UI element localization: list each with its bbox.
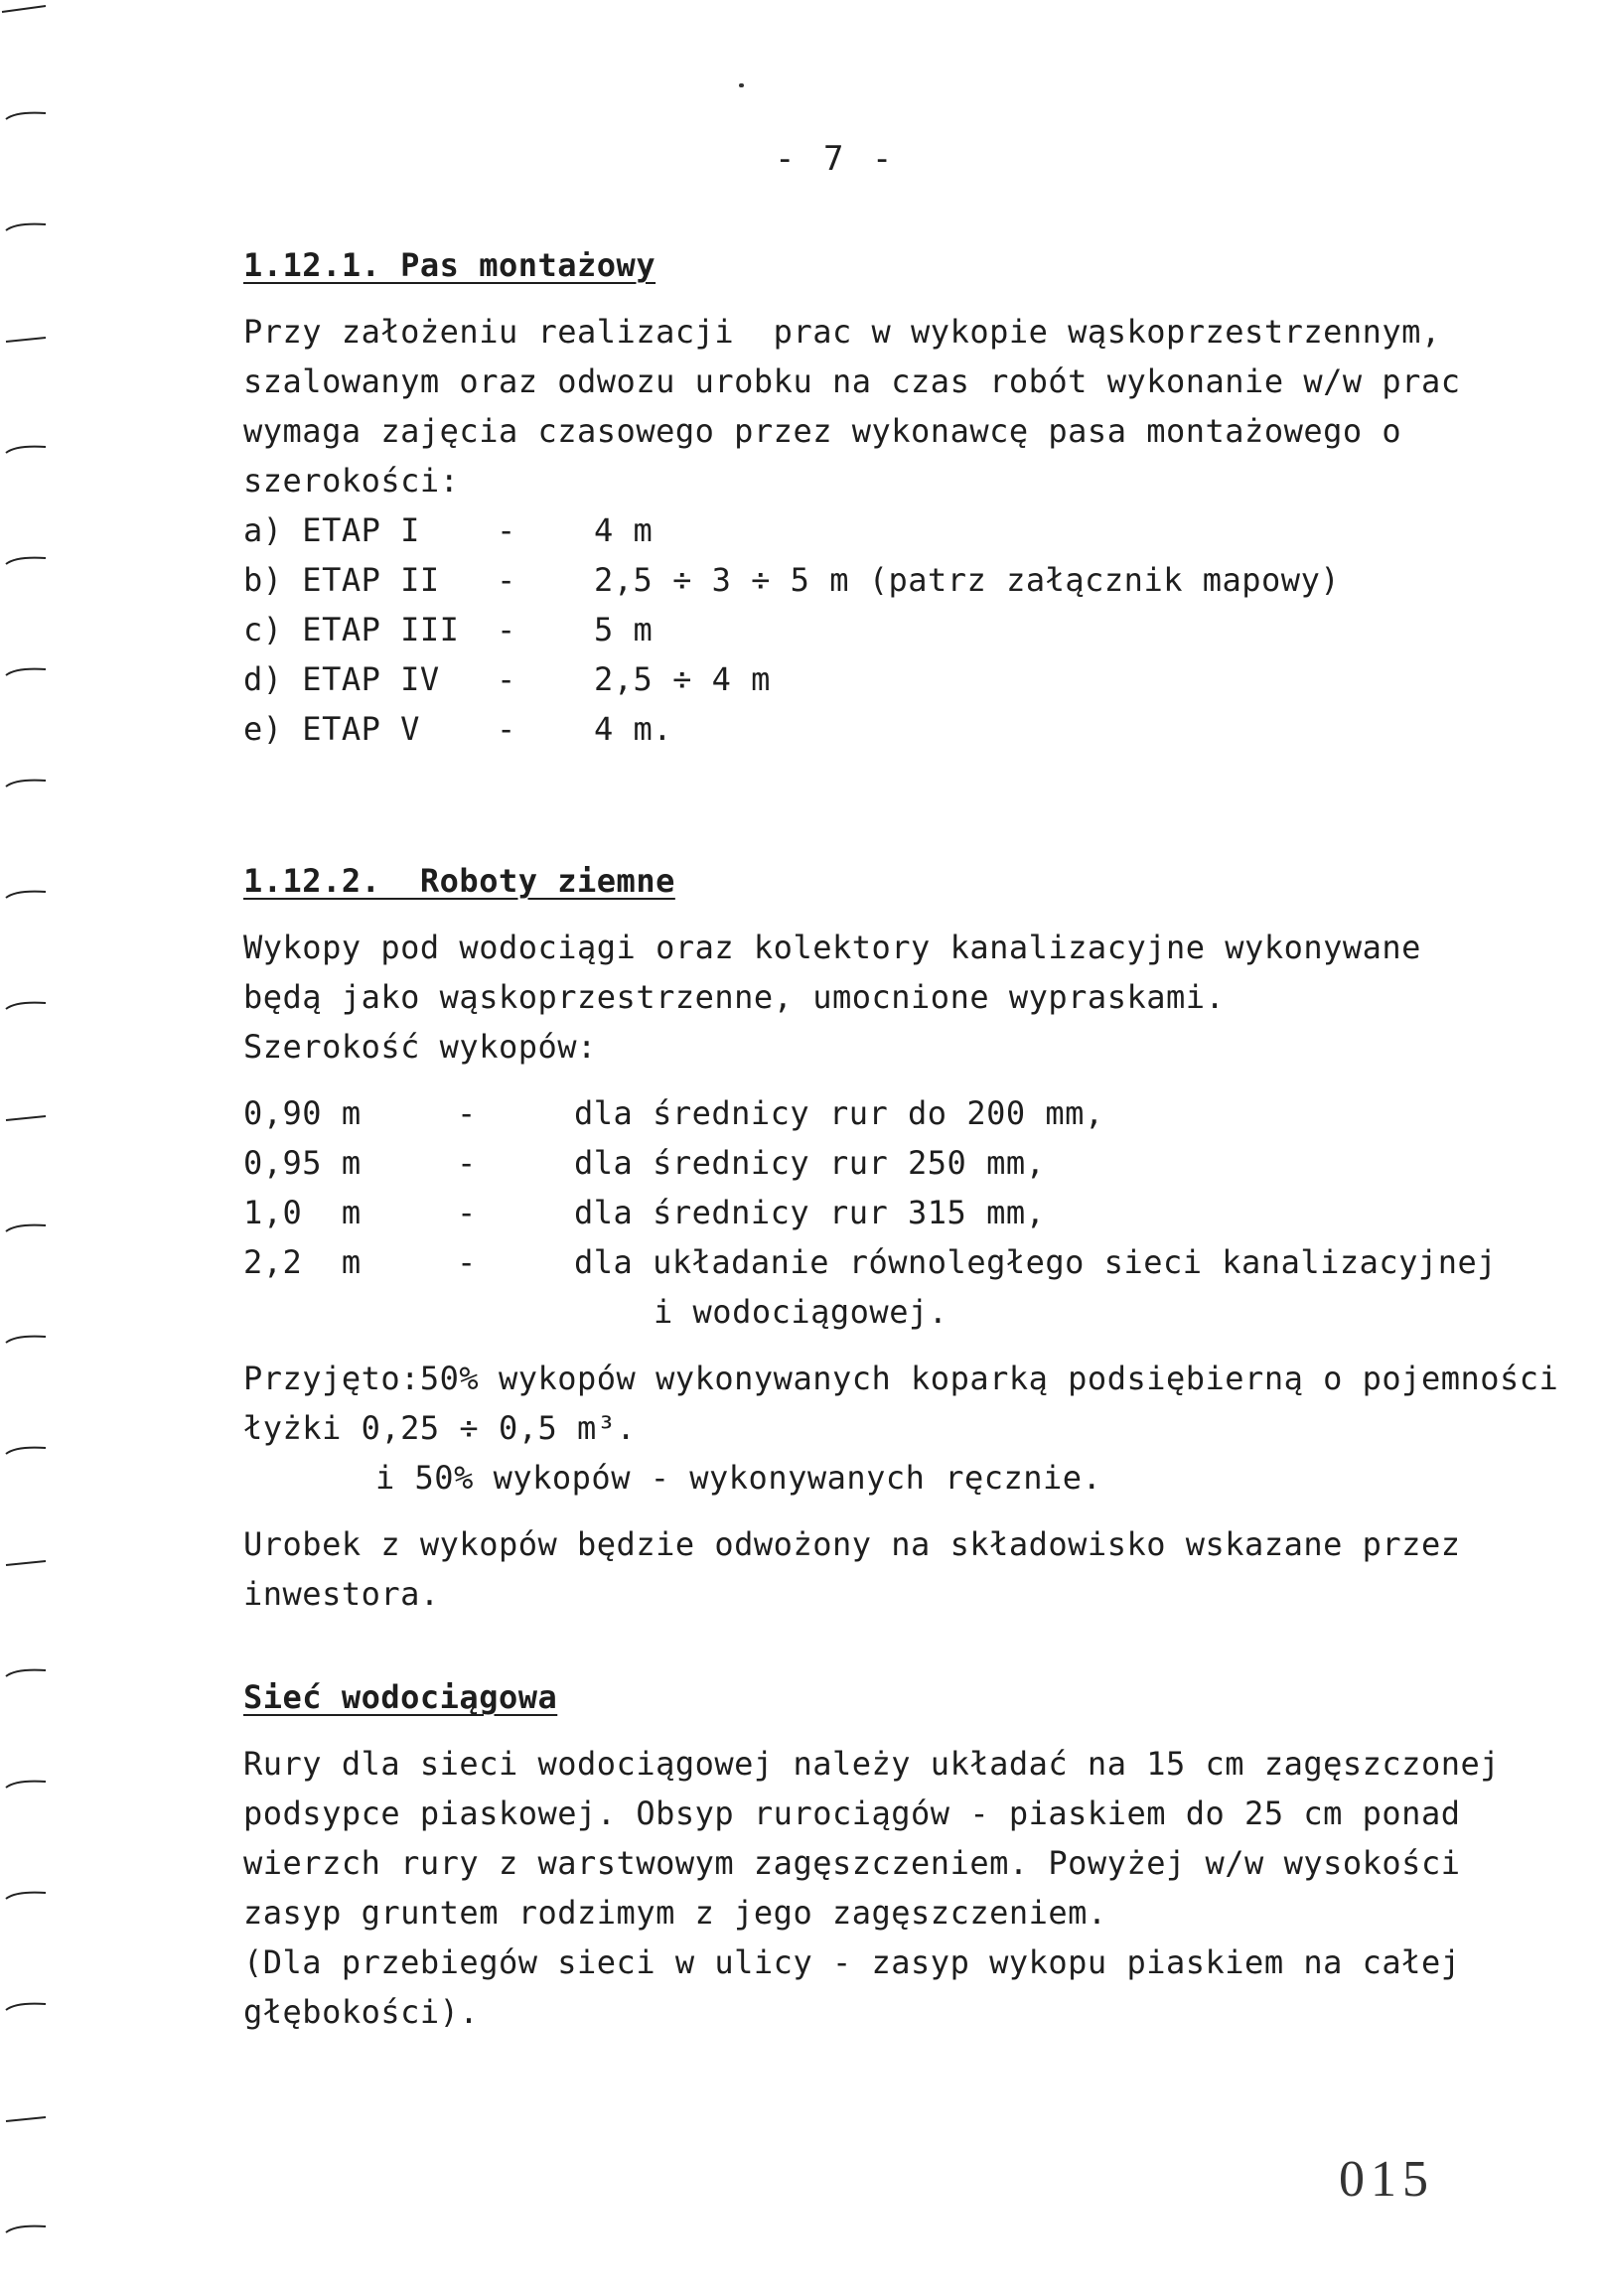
paragraph-line: Urobek z wykopów będzie odwożony na składowisko wskazane przez xyxy=(243,1525,1461,1563)
binding-mark xyxy=(0,1778,48,1792)
paragraph-line: Rury dla sieci wodociągowej należy układać na 15 cm zagęszczonej xyxy=(243,1745,1500,1783)
width-description: dla średnicy rur 250 mm, xyxy=(574,1144,1046,1182)
paragraph-line: wymaga zajęcia czasowego przez wykonawcę pasa montażowego o xyxy=(243,412,1402,450)
paragraph-line: inwestora. xyxy=(243,1575,440,1613)
binding-mark xyxy=(0,554,48,568)
paragraph-line: zasyp gruntem rodzimym z jego zagęszczeniem. xyxy=(243,1894,1107,1932)
binding-mark xyxy=(0,1110,48,1124)
etap-label: b) ETAP II xyxy=(243,561,440,599)
etap-dash: - xyxy=(497,660,516,698)
etap-value: 2,5 ÷ 4 m xyxy=(594,660,771,698)
etap-label: c) ETAP III xyxy=(243,611,460,648)
width-value: 0,95 m xyxy=(243,1144,362,1182)
paragraph-line: będą jako wąskoprzestrzenne, umocnione wypraskami. xyxy=(243,978,1226,1016)
binding-mark xyxy=(0,1889,48,1903)
section-heading-siec-wodociagowa: Sieć wodociągowa xyxy=(243,1678,558,1716)
paragraph-line: i 50% wykopów - wykonywanych ręcznie. xyxy=(375,1459,1102,1497)
width-description-continued: i wodociągowej. xyxy=(654,1293,948,1331)
etap-value: 4 m xyxy=(594,511,654,549)
paragraph-line: szerokości: xyxy=(243,462,460,500)
width-dash: - xyxy=(457,1243,477,1281)
binding-mark xyxy=(0,888,48,902)
width-value: 2,2 m xyxy=(243,1243,362,1281)
binding-mark xyxy=(0,1221,48,1235)
etap-label: a) ETAP I xyxy=(243,511,420,549)
binding-mark xyxy=(0,2223,48,2236)
paragraph-line: Szerokość wykopów: xyxy=(243,1028,597,1066)
etap-label: d) ETAP IV xyxy=(243,660,440,698)
etap-dash: - xyxy=(497,561,516,599)
paragraph-line: Wykopy pod wodociągi oraz kolektory kanalizacyjne wykonywane xyxy=(243,929,1421,966)
paragraph-line: szalowanym oraz odwozu urobku na czas robót wykonanie w/w prac xyxy=(243,362,1461,400)
etap-value: 4 m. xyxy=(594,710,673,748)
binding-mark xyxy=(0,2,48,16)
etap-value: 2,5 ÷ 3 ÷ 5 m (patrz załącznik mapowy) xyxy=(594,561,1341,599)
etap-value: 5 m xyxy=(594,611,654,648)
binding-mark xyxy=(0,999,48,1013)
etap-dash: - xyxy=(497,710,516,748)
page-number: - 7 - xyxy=(775,139,897,179)
paragraph-line: wierzch rury z warstwowym zagęszczeniem. Powyżej w/w wysokości xyxy=(243,1844,1461,1882)
binding-mark xyxy=(0,2111,48,2125)
binding-mark xyxy=(0,1666,48,1680)
etap-label: e) ETAP V xyxy=(243,710,420,748)
width-dash: - xyxy=(457,1094,477,1132)
binding-mark xyxy=(0,109,48,123)
binding-mark xyxy=(0,2000,48,2014)
binding-mark xyxy=(0,665,48,679)
width-value: 0,90 m xyxy=(243,1094,362,1132)
binding-mark xyxy=(0,220,48,234)
paragraph-line: (Dla przebiegów sieci w ulicy - zasyp wykopu piaskiem na całej xyxy=(243,1943,1461,1981)
paragraph-line: Przyjęto:50% wykopów wykonywanych koparką podsiębierną o pojemności xyxy=(243,1360,1559,1397)
width-description: dla układanie równoległego sieci kanalizacyjnej xyxy=(574,1243,1497,1281)
binding-mark xyxy=(0,1444,48,1458)
width-description: dla średnicy rur 315 mm, xyxy=(574,1194,1046,1231)
section-heading-pas-montazowy: 1.12.1. Pas montażowy xyxy=(243,246,656,284)
width-description: dla średnicy rur do 200 mm, xyxy=(574,1094,1104,1132)
section-heading-roboty-ziemne: 1.12.2. Roboty ziemne xyxy=(243,862,675,900)
paragraph-line: głębokości). xyxy=(243,1993,480,2031)
width-value: 1,0 m xyxy=(243,1194,362,1231)
etap-dash: - xyxy=(497,611,516,648)
paragraph-line: Przy założeniu realizacji prac w wykopie wąskoprzestrzennym, xyxy=(243,313,1441,351)
paragraph-line: łyżki 0,25 ÷ 0,5 m³. xyxy=(243,1409,637,1447)
binding-mark xyxy=(0,777,48,790)
paragraph-line: podsypce piaskowej. Obsyp rurociągów - piaskiem do 25 cm ponad xyxy=(243,1794,1461,1832)
width-dash: - xyxy=(457,1144,477,1182)
binding-mark xyxy=(0,1555,48,1569)
width-dash: - xyxy=(457,1194,477,1231)
speck-mark xyxy=(739,83,744,87)
sheet-number-stamp: 015 xyxy=(1339,2151,1434,2208)
binding-mark xyxy=(0,1333,48,1347)
binding-mark xyxy=(0,443,48,457)
binding-mark xyxy=(0,332,48,346)
etap-dash: - xyxy=(497,511,516,549)
